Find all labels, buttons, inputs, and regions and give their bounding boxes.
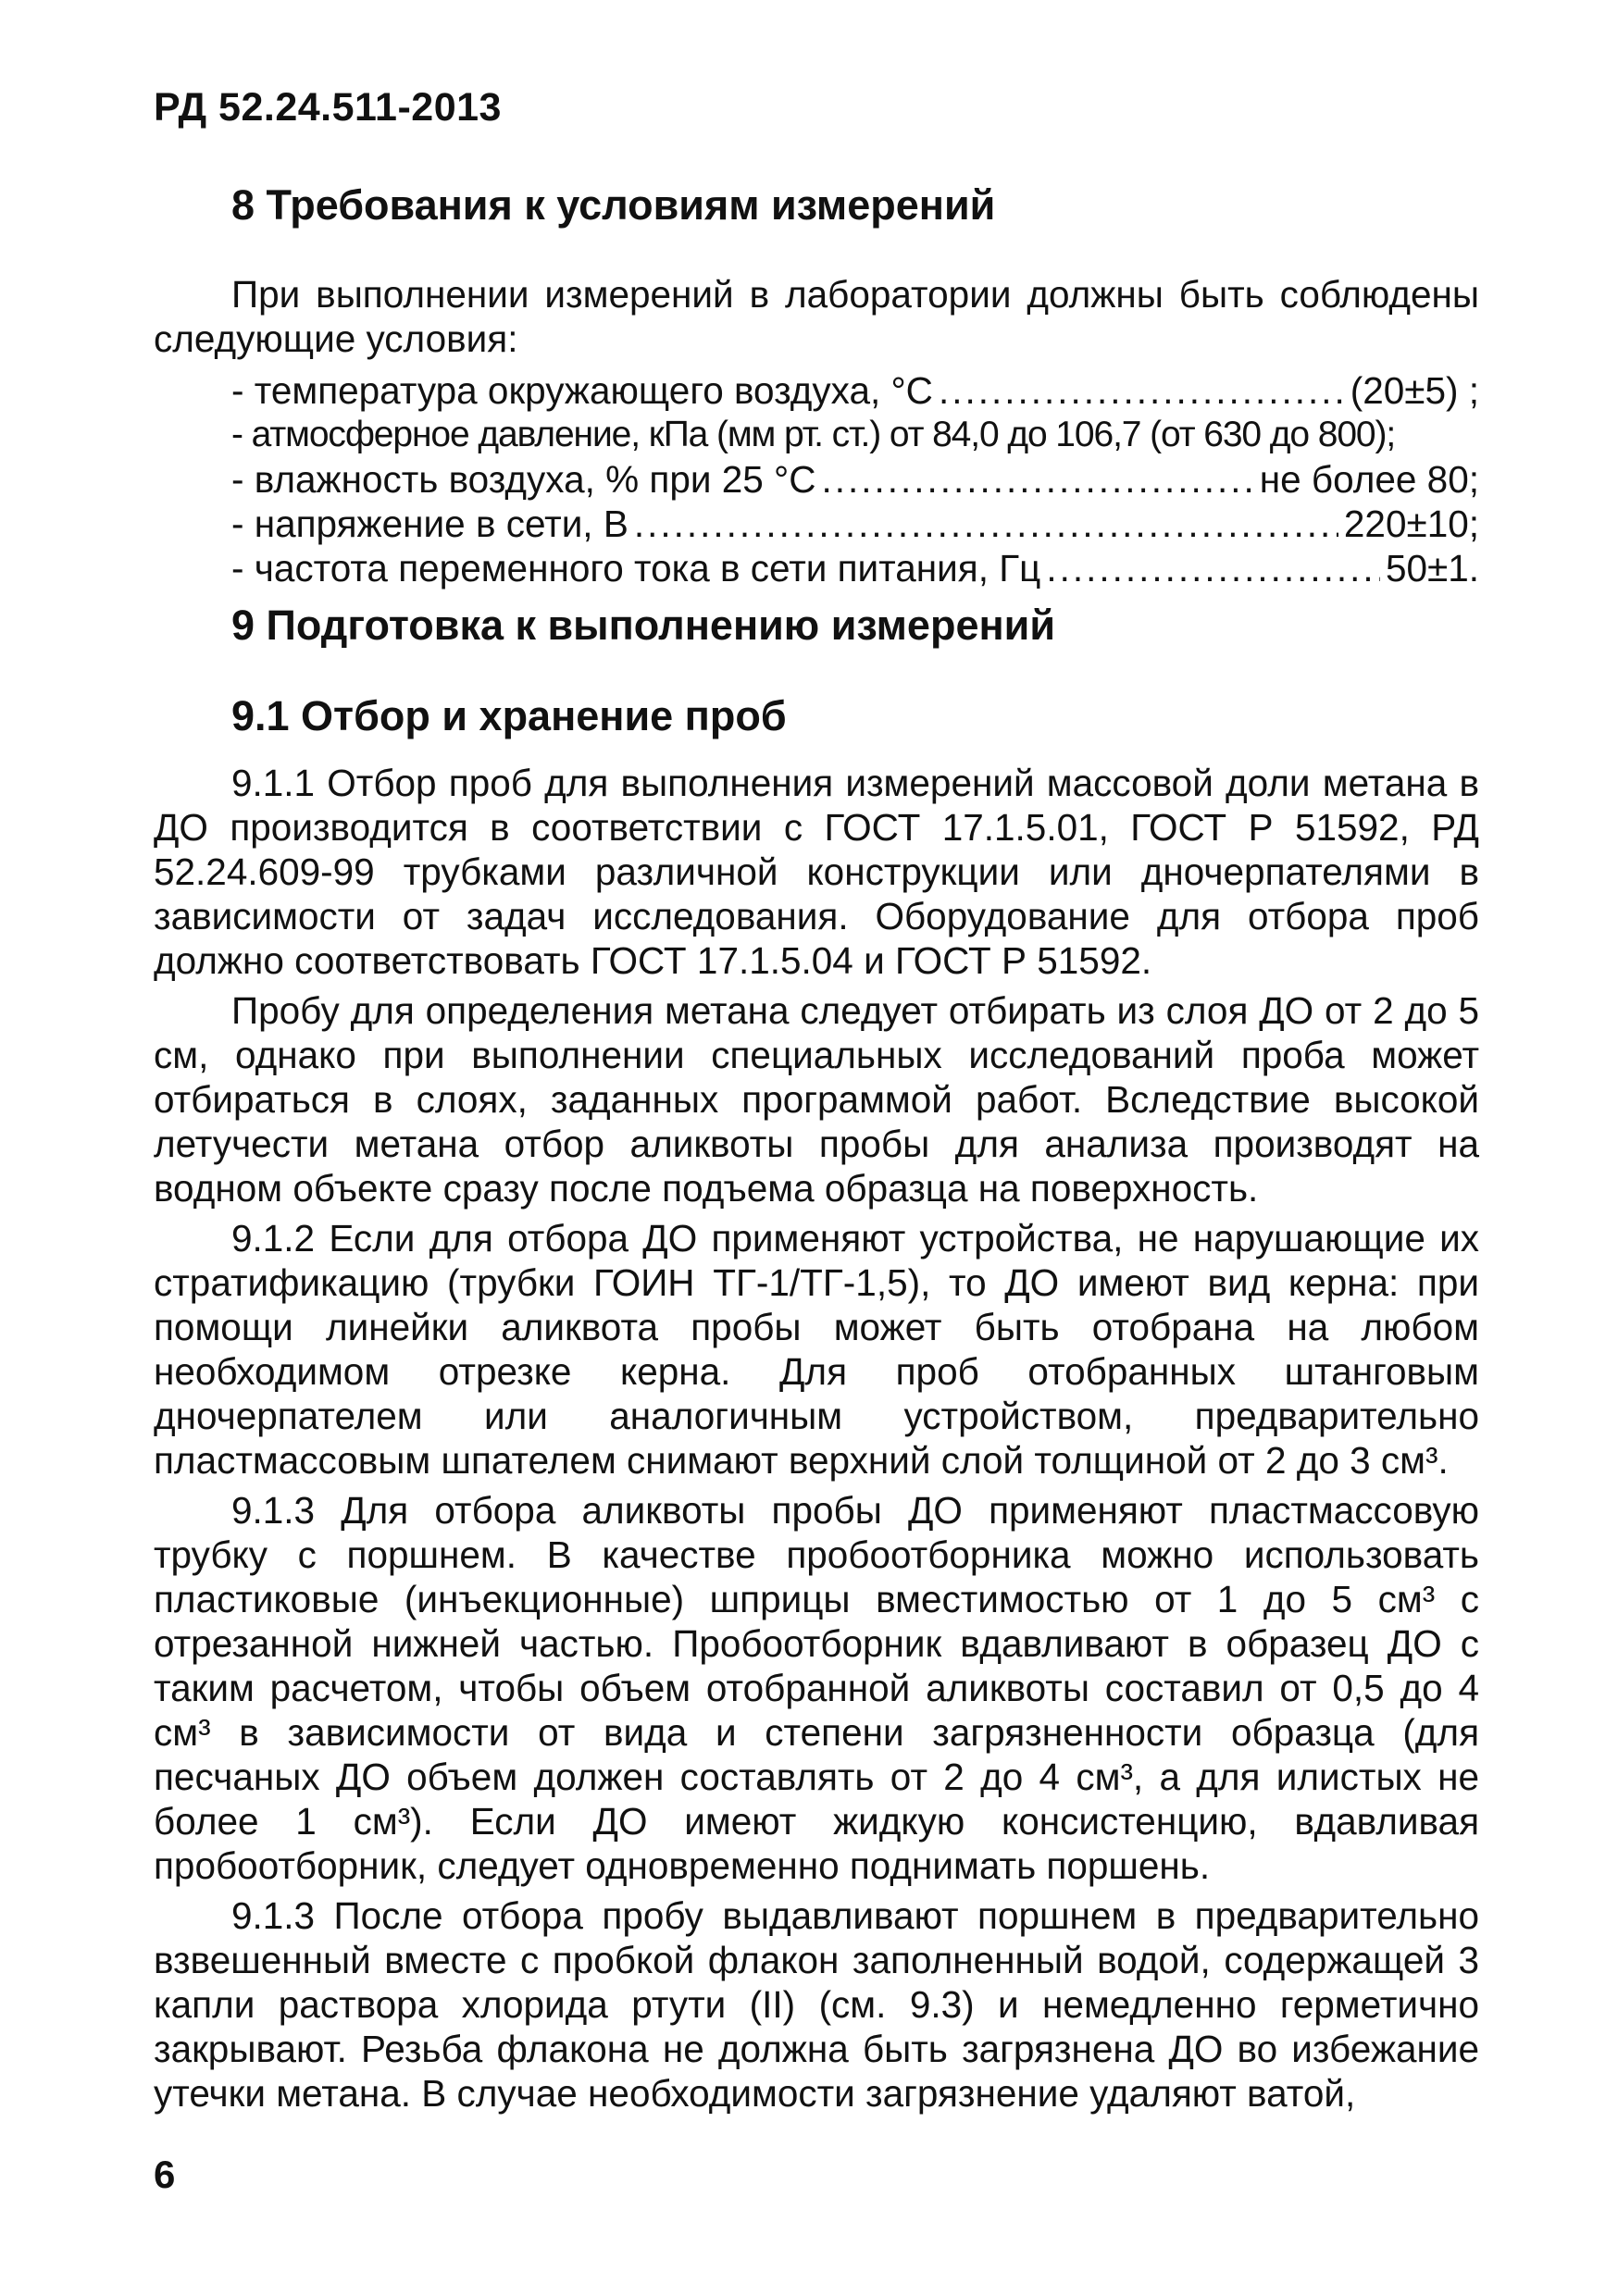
section-8-intro (154, 272, 1479, 361)
condition-label: - влажность воздуха, % при 25 °С (231, 458, 816, 501)
paragraph-9-1-1: 9.1.1 Отбор проб для выполнения измерений массовой доли метана в ДО производится в соответствии с ГОСТ 17.1.5.01, ГОСТ Р 51592, РД 52.24.609-99 трубками различной конструкции или дночерпателями в зависимости от задач исследования. Оборудование для отбора проб должно соответствовать ГОСТ 17.1.5.04 и ГОСТ Р 51592. (154, 762, 1479, 982)
condition-humidity (231, 457, 1479, 502)
condition-value: 220±10; (1343, 503, 1479, 545)
section-9-body (154, 761, 1479, 2116)
conditions-list (231, 368, 1479, 590)
paragraph-9-1-3-after: 9.1.3 После отбора пробу выдавливают поршнем в предварительно взвешенный вместе с пробкой флакон заполненный водой, содержащей 3 капли раствора хлорида ртути (II) (см. 9.3) и немедленно герметично закрывают. Резьба флакона не должна быть загрязнена ДО во избежание утечки метана. В случае необходимости загрязнение удаляют ватой, (154, 1894, 1479, 2115)
condition-value: не более 80; (1259, 458, 1479, 501)
condition-pressure (231, 413, 1479, 457)
condition-label: - температура окружающего воздуха, °С (231, 369, 933, 412)
leader-dots (634, 502, 1338, 546)
document-code: РД 52.24.511-2013 (154, 85, 502, 130)
section-9-1-heading: 9.1 Отбор и хранение проб (231, 692, 787, 739)
condition-value: 50±1. (1385, 547, 1479, 590)
paragraph-9-1-3-aliquot: 9.1.3 Для отбора аликвоты пробы ДО применяют пластмассовую трубку с поршнем. В качестве пробоотборника можно использовать пластиковые (инъекционные) шприцы вместимостью от 1 до 5 см³ с отрезанной нижней частью. Пробоотборник вдавливают в образец ДО с таким расчетом, чтобы объем отобранной аликвоты составил от 0,5 до 4 см³ в зависимости от вида и степени загрязненности образца (для песчаных ДО объем должен составлять от 2 до 4 см³, а для илистых не более 1 см³). Если ДО имеют жидкую консистенцию, вдавливая пробоотборник, следует одновременно поднимать поршень. (154, 1489, 1479, 1887)
condition-frequency (231, 546, 1479, 590)
section-8-heading: 8 Требования к условиям измерений (231, 181, 996, 229)
condition-voltage (231, 502, 1479, 546)
leader-dots (939, 368, 1345, 413)
condition-value: (20±5) ; (1350, 369, 1479, 412)
condition-label: - атмосферное давление, кПа (мм рт. ст.) от 84,0 до 106,7 (от 630 до 800); (231, 415, 1396, 454)
paragraph-sampling-layer: Пробу для определения метана следует отбирать из слоя ДО от 2 до 5 см, однако при выполнении специальных исследований проба может отбираться в слоях, заданных программой работ. Вследствие высокой летучести метана отбор аликвоты пробы для анализа производят на водном объекте сразу после подъема образца на поверхность. (154, 989, 1479, 1210)
leader-dots (821, 457, 1253, 502)
condition-label: - частота переменного тока в сети питания, Гц (231, 547, 1041, 590)
paragraph-9-1-2: 9.1.2 Если для отбора ДО применяют устройства, не нарушающие их стратификацию (трубки ГОИН ТГ-1/ТГ-1,5), то ДО имеют вид керна: при помощи линейки аликвота пробы может быть отобрана на любом необходимом отрезке керна. Для проб отобранных штанговым дночерпателем или аналогичным устройством, предварительно пластмассовым шпателем снимают верхний слой толщиной от 2 до 3 см³. (154, 1217, 1479, 1482)
intro-paragraph: При выполнении измерений в лаборатории должны быть соблюдены следующие условия: (154, 273, 1479, 360)
leader-dots (1046, 546, 1380, 590)
section-9-heading: 9 Подготовка к выполнению измерений (231, 602, 1055, 649)
page-number: 6 (154, 2153, 176, 2196)
condition-label: - напряжение в сети, В (231, 503, 629, 545)
condition-temperature (231, 368, 1479, 413)
